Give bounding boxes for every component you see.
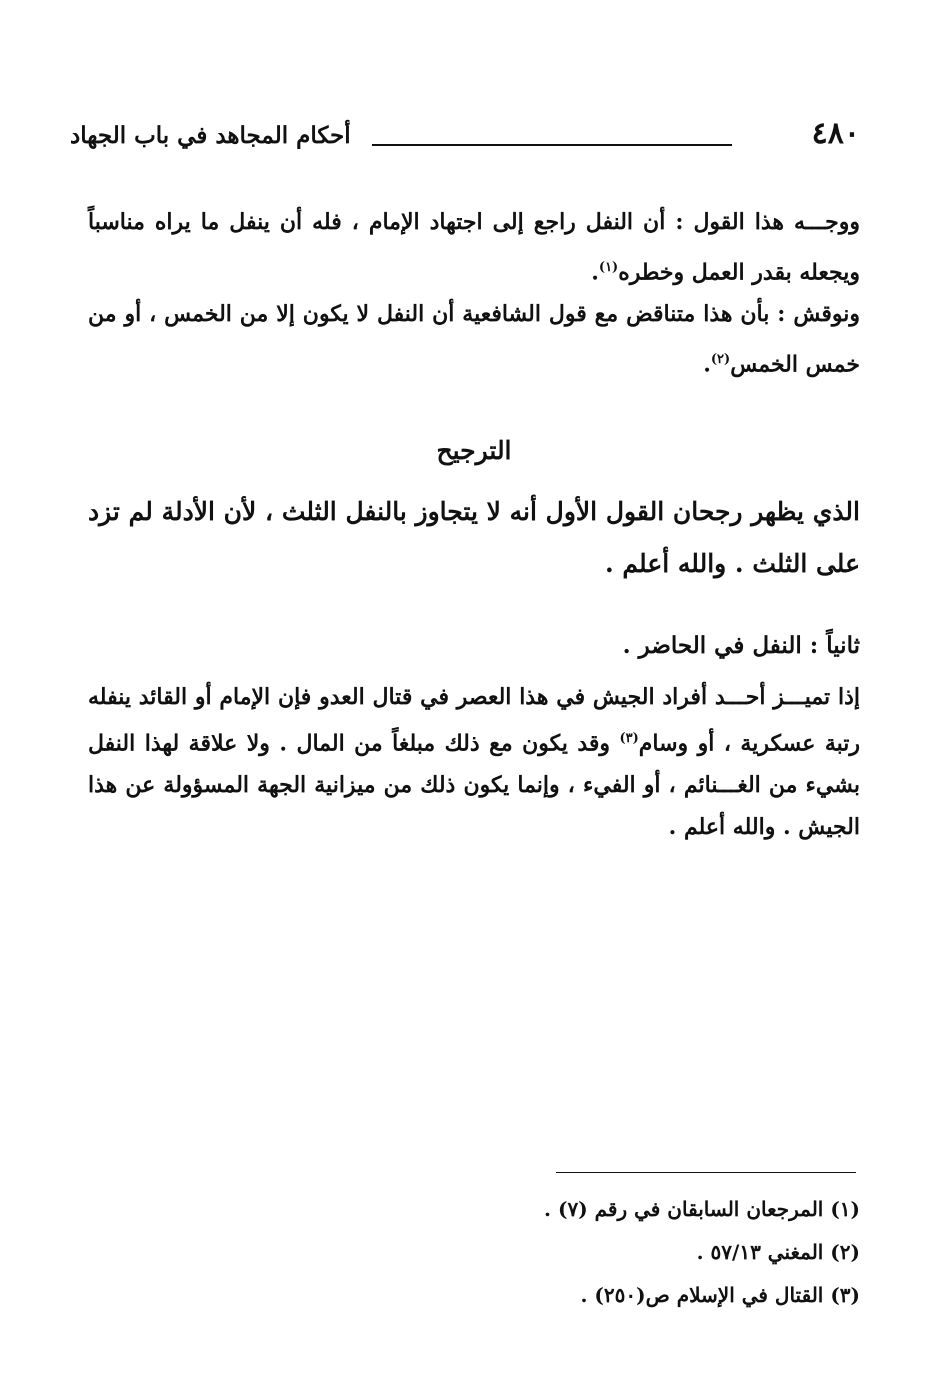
paragraph-2-text: ونوقش : بأن هذا متناقض مع قول الشافعية أن النفل لا يكون إلا من الخمس ، أو من خمس الخمس xyxy=(88,301,860,378)
page-header xyxy=(70,112,860,162)
paragraph-1 xyxy=(88,200,860,295)
paragraph-2-end: . xyxy=(703,351,711,378)
paragraph-4-text-b: وقد يكون مع ذلك مبلغاً من المال . ولا علاقة لهذا النفل بشيء من الغـــنائم ، أو الفيء ، وإنما يكون ذلك من ميزانية الجهة المسؤولة عن هذا الجيش . والله أعلم . xyxy=(88,730,860,841)
paragraph-1-end: . xyxy=(591,259,599,286)
paragraph-3: الذي يظهر رجحان القول الأول أنه لا يتجاوز بالنفل الثلث ، لأن الأدلة لم تزد على الثلث . والله أعلم . xyxy=(88,497,860,578)
header-rule xyxy=(372,144,732,146)
footnote-ref-3: (٣) xyxy=(619,731,639,746)
footnote-rule xyxy=(556,1172,856,1173)
paragraph-4 xyxy=(88,676,860,848)
footnote-1: (١) المرجعان السابقان في رقم (٧) . xyxy=(544,1197,860,1221)
section-heading-tarjih: الترجيح xyxy=(436,436,512,465)
paragraph-1-text: ووجـــه هذا القول : أن النفل راجع إلى اجتهاد الإمام ، فله أن ينفل ما يراه مناسباً ويجعله بقدر العمل وخطره xyxy=(88,209,860,286)
section-title: ثانياً : النفل في الحاضر . xyxy=(622,632,860,659)
footnote-ref-2: (٢) xyxy=(710,352,731,367)
footnote-ref-1: (١) xyxy=(598,260,619,275)
footnote-2: (٢) المغني ٥٧/١٣ . xyxy=(696,1240,860,1264)
running-title: أحكام المجاهد في باب الجهاد xyxy=(70,122,351,149)
page-number: ٤٨٠ xyxy=(811,116,860,151)
paragraph-4-text-a: إذا تميـــز أحـــد أفراد الجيش في هذا العصر في قتال العدو فإن الإمام أو القائد ينفله رتبة عسكرية ، أو وسام xyxy=(88,684,861,757)
footnote-3: (٣) القتال في الإسلام ص(٢٥٠) . xyxy=(580,1283,860,1307)
paragraph-2 xyxy=(88,292,860,387)
footnotes xyxy=(88,1188,860,1317)
